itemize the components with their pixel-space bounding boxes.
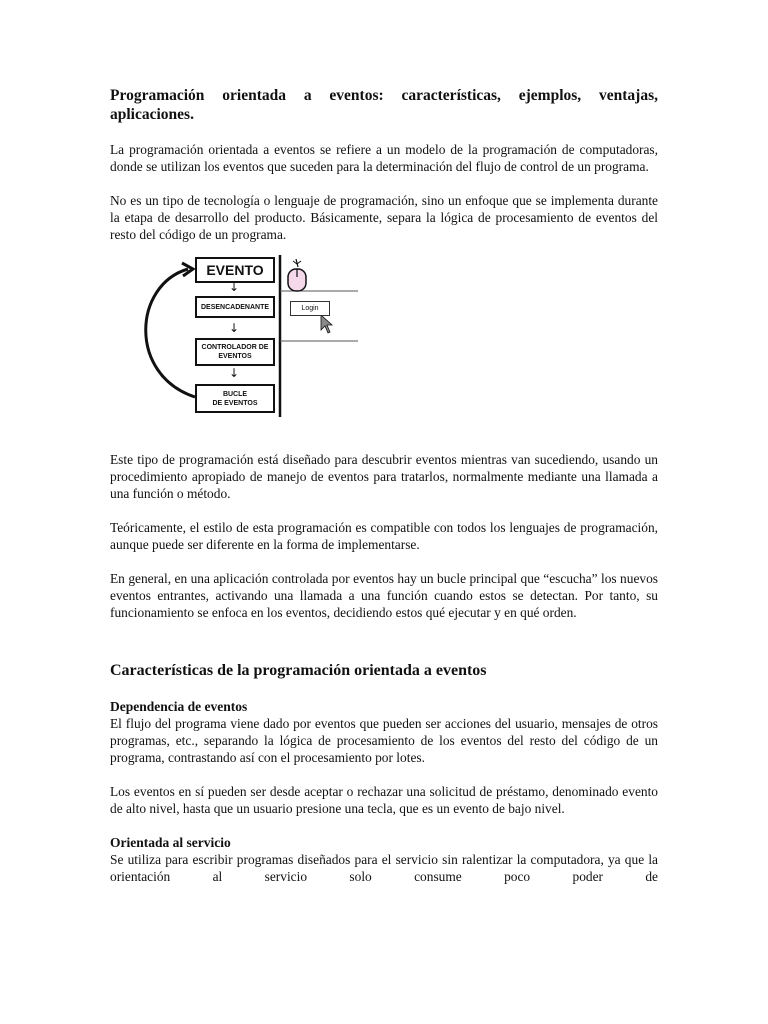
box-bucle bbox=[195, 384, 275, 413]
subsection-1-paragraph-2: Los eventos en sí pueden ser desde aceptar o rechazar una solicitud de préstamo, denominado evento de alto nivel, hasta que un usuario presione una tecla, que es un evento de bajo nivel. bbox=[110, 784, 658, 816]
box-evento: EVENTO bbox=[195, 257, 275, 283]
section-title: Características de la programación orientada a eventos bbox=[110, 662, 487, 679]
subsection-heading-1: Dependencia de eventos bbox=[110, 699, 248, 714]
cursor-icon bbox=[321, 315, 332, 333]
box-desencadenante: DESENCADENANTE bbox=[195, 296, 275, 318]
event-flow-diagram bbox=[138, 255, 368, 423]
box-controlador-line1: CONTROLADOR DE bbox=[201, 344, 269, 351]
subsection-heading-2: Orientada al servicio bbox=[110, 835, 231, 850]
arrow-down-icon: ↓ bbox=[229, 366, 240, 380]
paragraph-1: La programación orientada a eventos se refiere a un modelo de la programación de computadoras, donde se utilizan los eventos que suceden para la determinación del flujo de control de un programa. bbox=[110, 142, 658, 174]
login-button: Login bbox=[290, 301, 330, 316]
arrow-down-icon: ↓ bbox=[229, 280, 240, 294]
box-bucle-line1: BUCLE bbox=[222, 390, 248, 398]
box-controlador-line2: EVENTOS bbox=[218, 353, 252, 360]
arrow-down-icon: ↓ bbox=[229, 321, 240, 335]
document-content bbox=[110, 86, 658, 885]
box-controlador bbox=[195, 338, 275, 366]
subsection-1-paragraph-1: El flujo del programa viene dado por eventos que pueden ser acciones del usuario, mensajes de otros programas, etc., separando la lógica de procesamiento de los eventos del resto del código de un programa, contrastando así con el procesamiento por lotes. bbox=[110, 716, 658, 765]
paragraph-2: No es un tipo de tecnología o lenguaje de programación, sino un enfoque que se implementa durante la etapa de desarrollo del producto. Básicamente, separa la lógica de procesamiento de eventos del resto del código de un programa. bbox=[110, 193, 658, 242]
paragraph-3: Este tipo de programación está diseñado para descubrir eventos mientras van sucediendo, usando un procedimiento apropiado de manejo de eventos para tratarlos, normalmente mediante una llamada a una función o método. bbox=[110, 452, 658, 501]
paragraph-4: Teóricamente, el estilo de esta programación es compatible con todos los lenguajes de programación, aunque puede ser diferente en la forma de implementarse. bbox=[110, 520, 658, 552]
mouse-icon bbox=[288, 259, 306, 291]
paragraph-5: En general, en una aplicación controlada por eventos hay un bucle principal que “escucha” los nuevos eventos entrantes, activando una llamada a una función cuando estos se detectan. Por tanto, su funcionamiento se enfoca en los eventos, decidiendo estos qué ejecutar y en qué orden. bbox=[110, 571, 658, 620]
document-title: Programación orientada a eventos: características, ejemplos, ventajas, aplicaciones. bbox=[110, 87, 658, 123]
subsection-2-paragraph-1: Se utiliza para escribir programas diseñados para el servicio sin ralentizar la computadora, ya que la orientación al servicio solo consume poco poder de bbox=[110, 852, 658, 884]
box-bucle-line2: DE EVENTOS bbox=[212, 399, 258, 407]
loop-arrow-curve bbox=[146, 269, 195, 397]
